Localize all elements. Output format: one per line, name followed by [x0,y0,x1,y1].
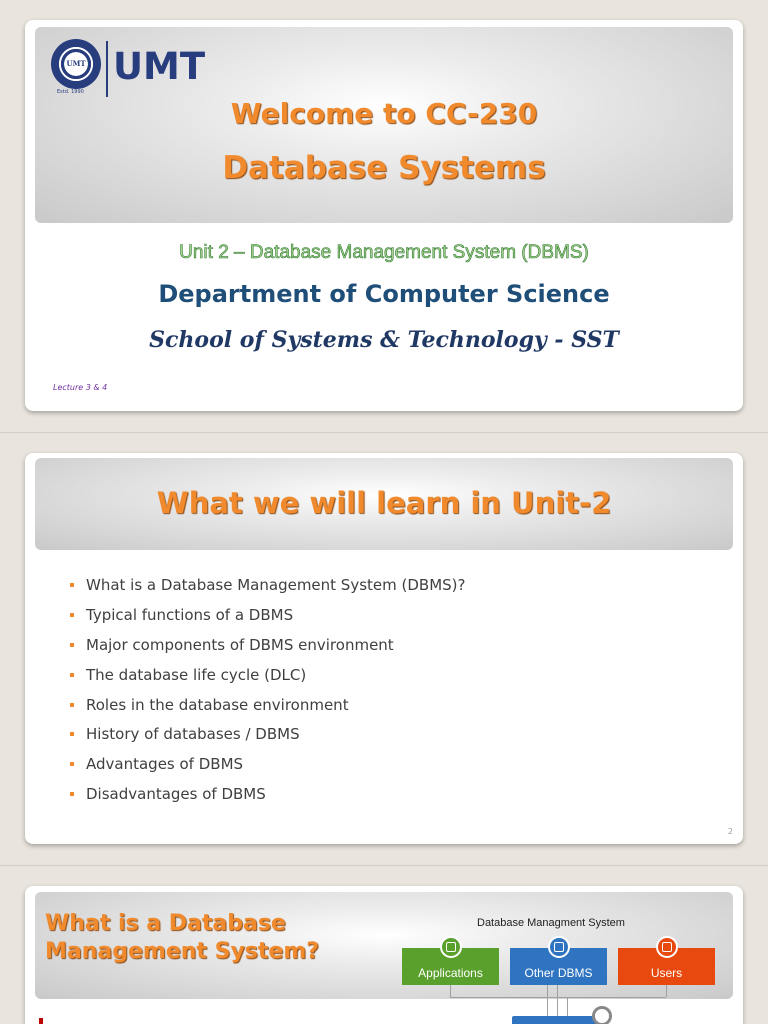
umt-seal-icon: UMT [51,39,101,89]
unit-subtitle: Unit 2 – Database Management System (DBMS) [179,242,589,263]
dbms-title: What is a Database Management System? [45,911,320,964]
connector-line [450,997,666,998]
title-banner [35,27,733,223]
connector-line [666,985,667,997]
dbms-core-box [512,1016,602,1024]
list-item: Disadvantages of DBMS [70,784,465,814]
slide-agenda [25,453,743,844]
applications-label: Applications [418,966,483,980]
welcome-heading: Welcome to CC-230 [230,97,538,130]
logo-divider [106,41,108,97]
school-name: School of Systems & Technology - SST [149,327,619,353]
users-label: Users [650,966,683,980]
connector-line [547,985,548,1016]
other-dbms-label: Other DBMS [524,966,593,980]
agenda-banner [35,458,733,550]
list-item: History of databases / DBMS [70,724,465,754]
gear-icon [592,1006,612,1024]
database-icon [548,936,570,958]
list-item: Roles in the database environment [70,695,465,725]
list-item: Advantages of DBMS [70,754,465,784]
umt-wordmark: UMT [113,45,206,88]
list-item: Major components of DBMS environment [70,635,465,665]
slide-dbms [25,886,743,1024]
lecture-label: Lecture 3 & 4 [53,383,108,392]
list-item: What is a Database Management System (DBMS)? [70,575,465,605]
slide-separator [0,865,768,866]
connector-line [450,985,451,997]
window-icon [440,936,462,958]
page-number: 2 [727,827,733,836]
connector-line [567,997,568,1016]
list-item: Typical functions of a DBMS [70,605,465,635]
agenda-title: What we will learn in Unit-2 [156,486,612,520]
user-icon [656,936,678,958]
list-item: The database life cycle (DLC) [70,665,465,695]
applications-box [402,948,499,985]
diagram-title: Database Managment System [477,917,625,929]
slide-separator [0,432,768,433]
logo-estd: Estd. 1990 [57,89,84,95]
connector-line [557,985,558,1016]
other-dbms-box [510,948,607,985]
agenda-list [70,575,465,814]
slide-title [25,20,743,411]
department-name: Department of Computer Science [158,280,610,308]
course-title: Database Systems [222,150,546,186]
users-box [618,948,715,985]
red-marker [39,1018,43,1024]
